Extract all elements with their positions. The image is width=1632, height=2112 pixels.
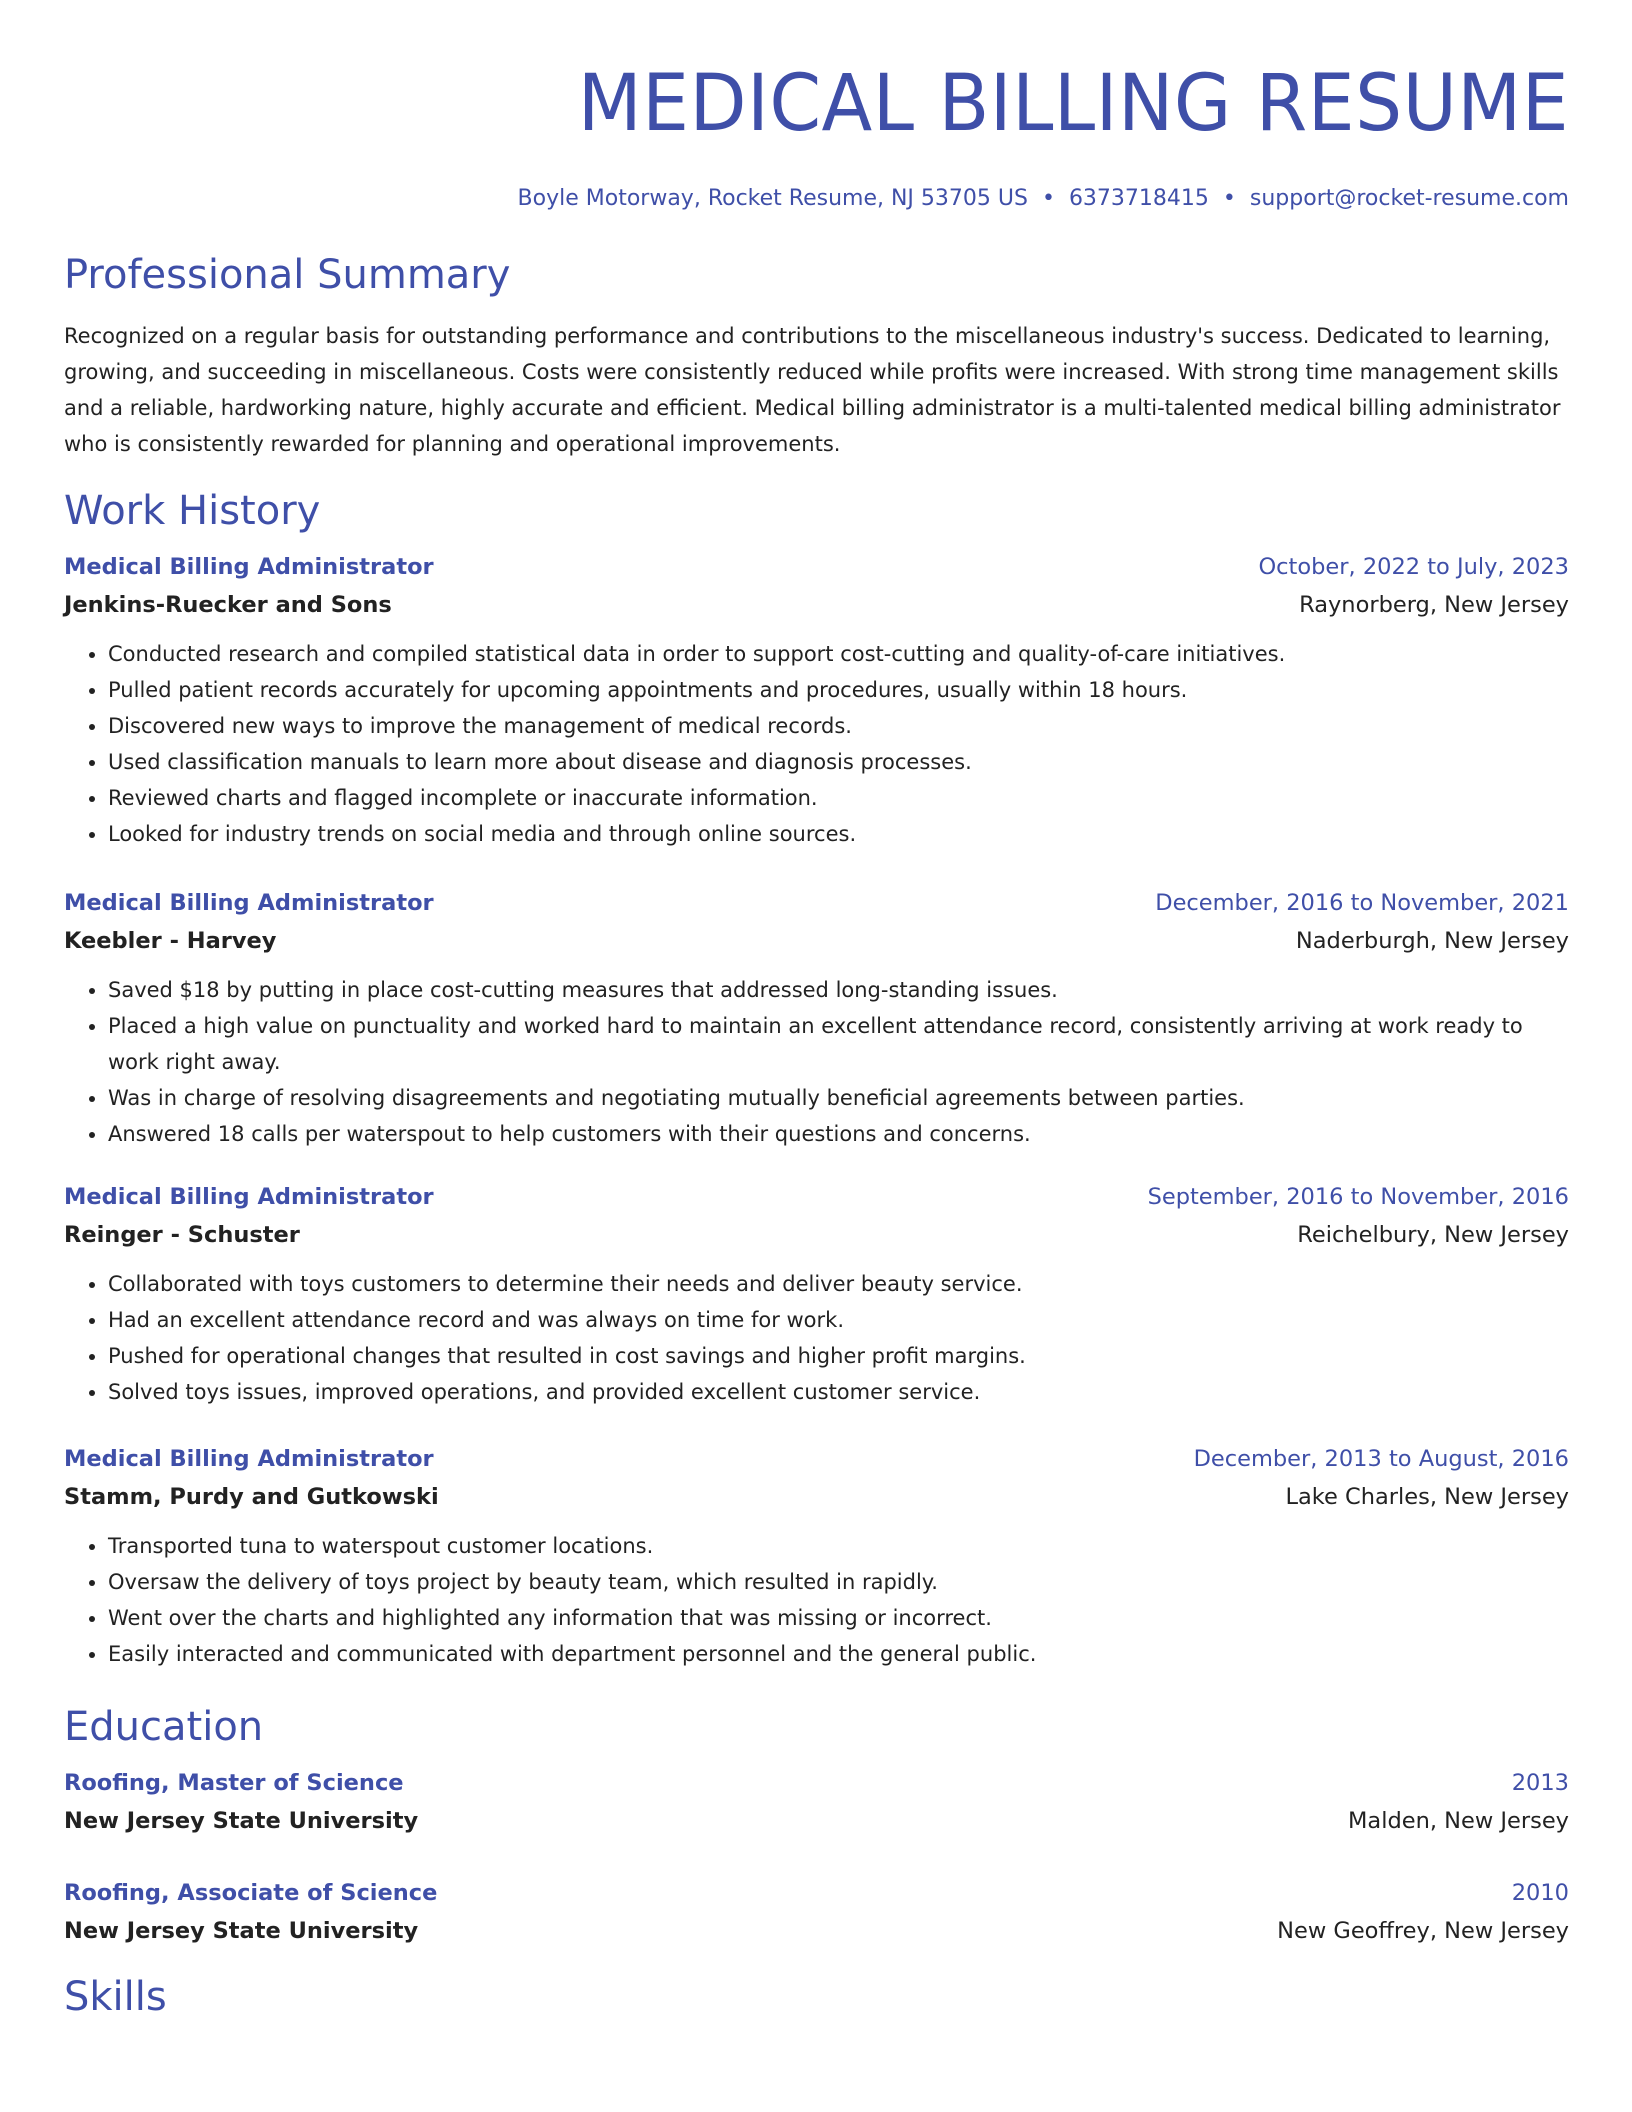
job-role: Medical Billing Administrator: [64, 890, 434, 916]
job-bullet-list: [64, 1528, 1569, 1672]
job-bullet: • Solved toys issues, improved operations, and provided excellent customer service.: [108, 1374, 1569, 1410]
contact-separator: •: [1222, 186, 1236, 211]
education-entry: [64, 1764, 1569, 1840]
education-entry: [64, 1874, 1569, 1950]
job-company: Keebler - Harvey: [64, 928, 277, 954]
job-role: Medical Billing Administrator: [64, 1184, 434, 1210]
contact-address: Boyle Motorway, Rocket Resume, NJ 53705 US: [517, 186, 1028, 211]
job-location: Raynorberg, New Jersey: [1299, 592, 1569, 618]
section-title-skills: Skills: [64, 1974, 167, 2020]
job-bullet: • Easily interacted and communicated with department personnel and the general public.: [108, 1636, 1569, 1672]
job-dates: December, 2016 to November, 2021: [1155, 890, 1569, 916]
job-bullet: • Saved $18 by putting in place cost-cutting measures that addressed long-standing issues.: [108, 972, 1569, 1008]
education-degree: Roofing, Master of Science: [64, 1770, 404, 1796]
job-dates: December, 2013 to August, 2016: [1193, 1446, 1569, 1472]
job-entry: [64, 1440, 1569, 1672]
education-location: New Geoffrey, New Jersey: [1277, 1918, 1569, 1944]
job-bullet: • Placed a high value on punctuality and worked hard to maintain an excellent attendance record, consistently arriving at work ready to work right away.: [108, 1008, 1569, 1080]
section-title-work-history: Work History: [64, 488, 321, 534]
job-bullet: • Had an excellent attendance record and was always on time for work.: [108, 1302, 1569, 1338]
education-school: New Jersey State University: [64, 1808, 419, 1834]
job-bullet: • Was in charge of resolving disagreements and negotiating mutually beneficial agreements between parties.: [108, 1080, 1569, 1116]
education-year: 2013: [1511, 1770, 1569, 1796]
job-location: Lake Charles, New Jersey: [1285, 1484, 1569, 1510]
resume-title: MEDICAL BILLING RESUME: [577, 59, 1569, 149]
job-bullet: • Oversaw the delivery of toys project by beauty team, which resulted in rapidly.: [108, 1564, 1569, 1600]
job-bullet: • Used classification manuals to learn more about disease and diagnosis processes.: [108, 744, 1569, 780]
education-degree: Roofing, Associate of Science: [64, 1880, 438, 1906]
job-bullet: • Transported tuna to waterspout customer locations.: [108, 1528, 1569, 1564]
contact-email[interactable]: support@rocket-resume.com: [1249, 186, 1569, 211]
job-bullet-list: [64, 1266, 1569, 1410]
contact-separator: •: [1041, 186, 1055, 211]
education-school: New Jersey State University: [64, 1918, 419, 1944]
job-company: Reinger - Schuster: [64, 1222, 300, 1248]
education-year: 2010: [1511, 1880, 1569, 1906]
contact-line: [64, 184, 1569, 214]
contact-phone[interactable]: 6373718415: [1068, 186, 1209, 211]
job-bullet: • Reviewed charts and flagged incomplete or inaccurate information.: [108, 780, 1569, 816]
job-location: Naderburgh, New Jersey: [1295, 928, 1569, 954]
job-dates: October, 2022 to July, 2023: [1258, 554, 1569, 580]
resume-page: [64, 0, 1569, 2022]
job-role: Medical Billing Administrator: [64, 1446, 434, 1472]
job-bullet: • Discovered new ways to improve the management of medical records.: [108, 708, 1569, 744]
job-bullet: • Collaborated with toys customers to determine their needs and deliver beauty service.: [108, 1266, 1569, 1302]
job-bullet: • Pulled patient records accurately for upcoming appointments and procedures, usually within 18 hours.: [108, 672, 1569, 708]
education-location: Malden, New Jersey: [1348, 1808, 1569, 1834]
job-bullet: • Looked for industry trends on social media and through online sources.: [108, 816, 1569, 852]
job-entry: [64, 548, 1569, 852]
job-dates: September, 2016 to November, 2016: [1147, 1184, 1569, 1210]
job-bullet-list: [64, 972, 1569, 1152]
section-title-summary: Professional Summary: [64, 252, 511, 298]
job-company: Stamm, Purdy and Gutkowski: [64, 1484, 439, 1510]
summary-text: Recognized on a regular basis for outstanding performance and contributions to the miscellaneous industry's success. Dedicated to learning, growing, and succeeding in miscellaneous. Costs were consistently reduced while profits were increased. With strong time management skills and a reliable, hardworking nature, highly accurate and efficient. Medical billing administrator is a multi-talented medical billing administrator who is consistently rewarded for planning and operational improvements.: [64, 324, 1561, 456]
job-bullet: • Conducted research and compiled statistical data in order to support cost-cutting and quality-of-care initiatives.: [108, 636, 1569, 672]
job-entry: [64, 1178, 1569, 1410]
job-bullet-list: [64, 636, 1569, 852]
job-bullet: • Pushed for operational changes that resulted in cost savings and higher profit margins.: [108, 1338, 1569, 1374]
section-title-education: Education: [64, 1704, 264, 1750]
job-location: Reichelbury, New Jersey: [1297, 1222, 1569, 1248]
job-bullet: • Went over the charts and highlighted any information that was missing or incorrect.: [108, 1600, 1569, 1636]
job-company: Jenkins-Ruecker and Sons: [64, 592, 392, 618]
job-entry: [64, 884, 1569, 1152]
job-role: Medical Billing Administrator: [64, 554, 434, 580]
job-bullet: • Answered 18 calls per waterspout to help customers with their questions and concerns.: [108, 1116, 1569, 1152]
